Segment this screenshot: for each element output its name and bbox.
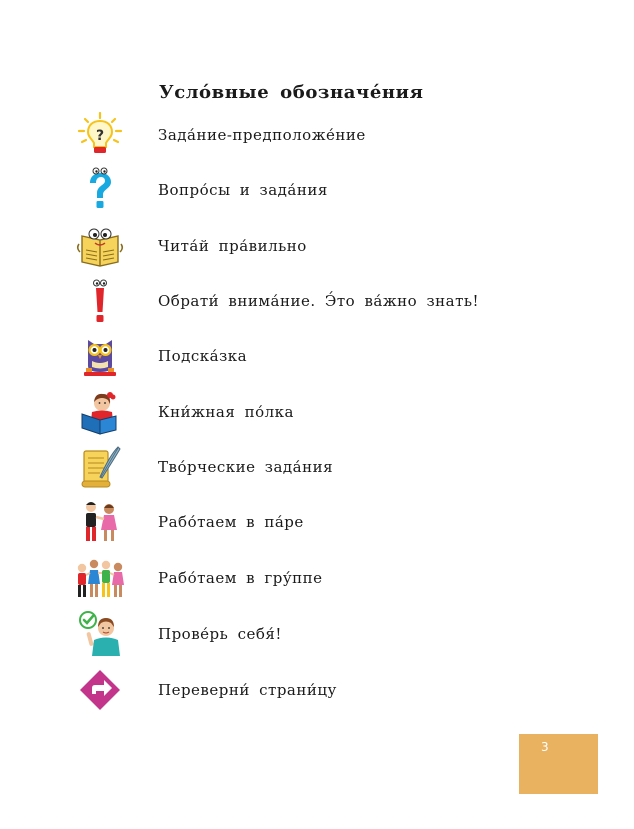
svg-text:?: ?	[95, 128, 105, 144]
scroll-quill-icon	[74, 443, 126, 491]
turn-page-arrow-icon	[74, 666, 126, 714]
legend-item-label: Рабо́таем в гру́ппе	[158, 569, 323, 587]
legend-item-label: Чита́й пра́вильно	[158, 237, 307, 255]
legend-item	[74, 443, 574, 491]
lightbulb-question-icon	[74, 111, 126, 159]
exclamation-mark-icon	[74, 277, 126, 325]
legend-item-label: Зада́ние-предположе́ние	[158, 126, 366, 144]
question-mark-icon	[74, 166, 126, 214]
legend-item-label: Обрати́ внима́ние. Э́то ва́жно знать!	[158, 292, 480, 310]
book-character-icon	[74, 222, 126, 270]
owl-icon	[74, 332, 126, 380]
legend-item-label: Рабо́таем в па́ре	[158, 513, 304, 531]
girl-reading-icon	[74, 388, 126, 436]
page-number-tab	[519, 734, 598, 794]
group-children-icon	[74, 554, 126, 602]
legend-item	[74, 388, 574, 436]
legend-title: Усло́вные обозначе́ния	[159, 82, 424, 103]
legend-item	[74, 610, 574, 658]
legend-item-label: Прове́рь себя́!	[158, 625, 282, 643]
legend-item-label: Тво́рческие зада́ния	[158, 458, 334, 476]
legend-item	[74, 332, 574, 380]
legend-item	[74, 222, 574, 270]
pair-children-icon	[74, 498, 126, 546]
boy-checkmark-icon	[74, 610, 126, 658]
legend-item	[74, 554, 574, 602]
legend-item	[74, 277, 574, 325]
legend-item	[74, 498, 574, 546]
legend-item	[74, 666, 574, 714]
legend-item-label: Переверни́ страни́цу	[158, 681, 337, 699]
legend-item-label: Подска́зка	[158, 347, 248, 365]
legend-item	[74, 111, 574, 159]
page-number: 3	[541, 740, 549, 754]
legend-item-label: Кни́жная по́лка	[158, 403, 294, 421]
legend-item	[74, 166, 574, 214]
legend-item-label: Вопро́сы и зада́ния	[158, 181, 328, 199]
